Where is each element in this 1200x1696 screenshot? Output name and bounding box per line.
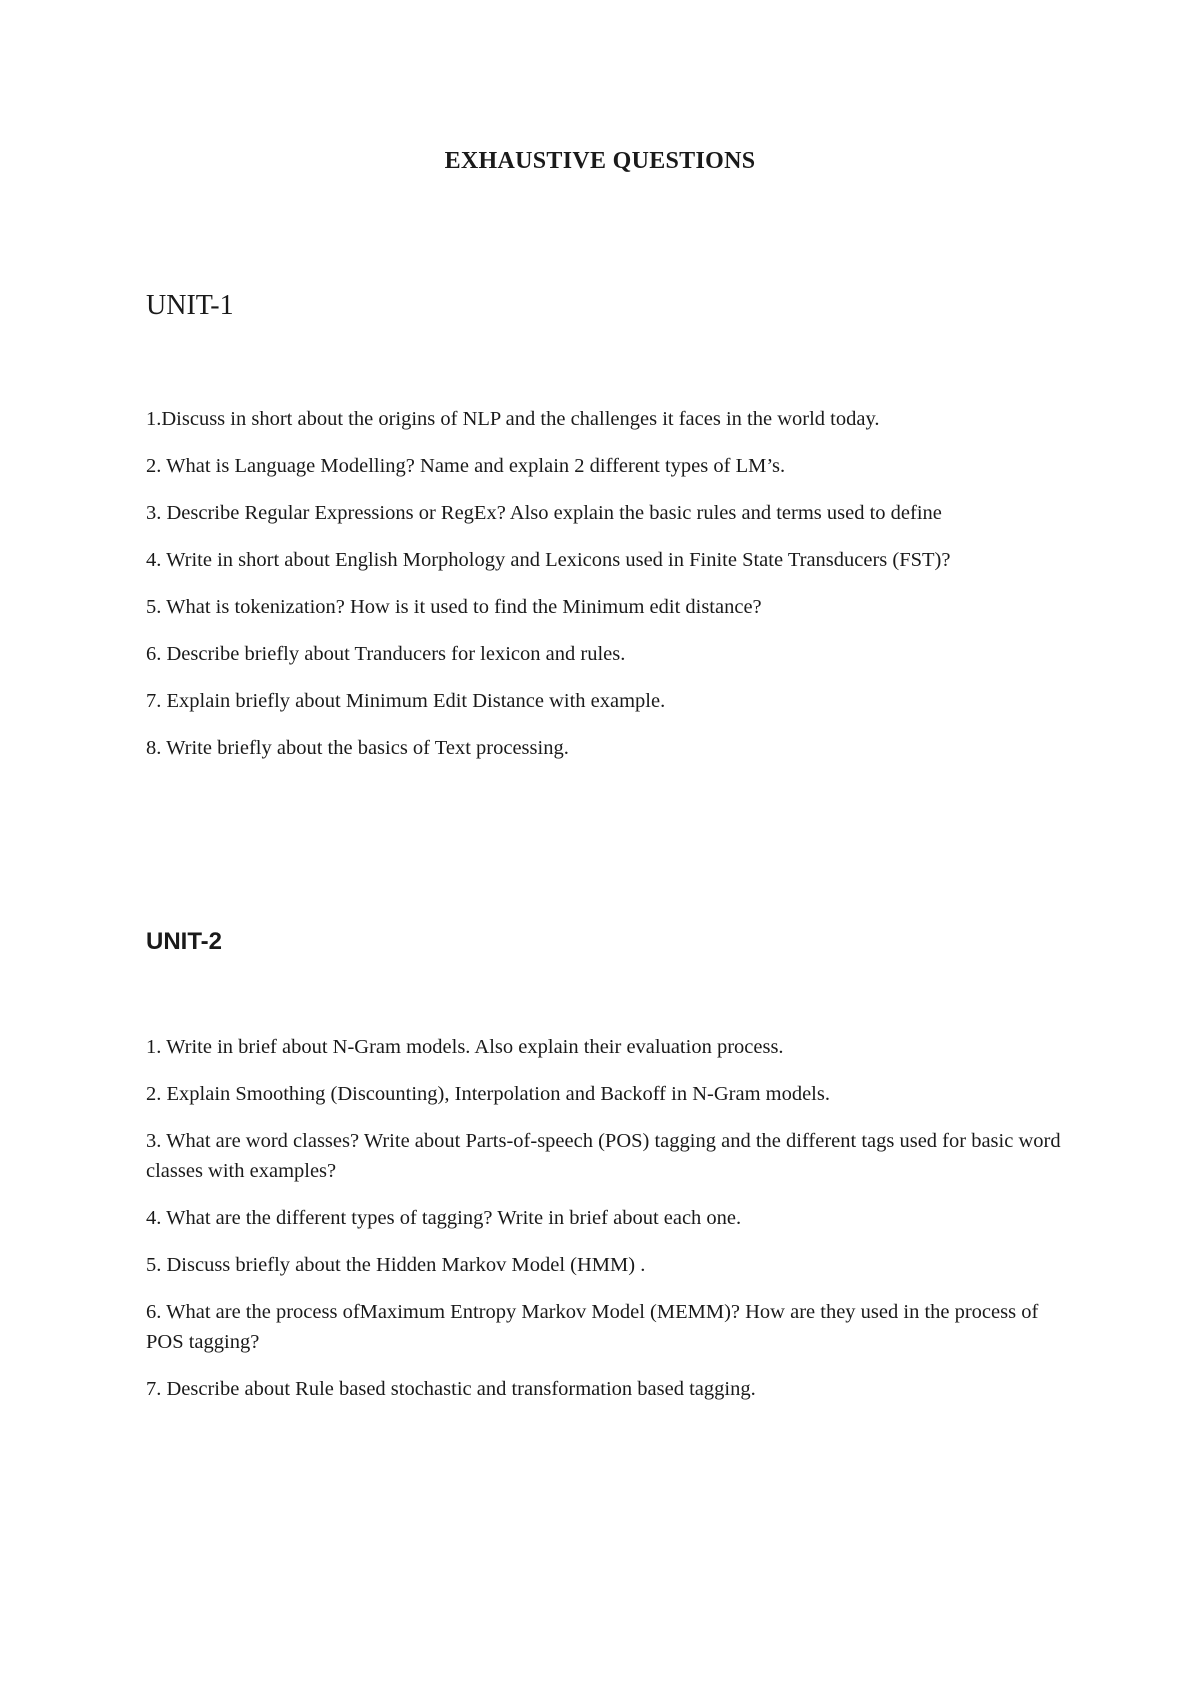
unit-1-question: 5. What is tokenization? How is it used to find the Minimum edit distance?	[146, 596, 762, 618]
unit-2-question-list	[146, 1032, 1066, 1421]
unit-1-question: 6. Describe briefly about Tranducers for lexicon and rules.	[146, 643, 626, 665]
unit-1-heading: UNIT-1	[146, 290, 234, 321]
unit-2-question: 5. Discuss briefly about the Hidden Markov Model (HMM) .	[146, 1254, 646, 1276]
unit-1-question: 2. What is Language Modelling? Name and explain 2 different types of LM’s.	[146, 455, 786, 477]
unit-1-question: 8. Write briefly about the basics of Text processing.	[146, 737, 569, 759]
unit-1-question-list	[146, 404, 1066, 780]
unit-1-question: 7. Explain briefly about Minimum Edit Distance with example.	[146, 690, 666, 712]
document-title: EXHAUSTIVE QUESTIONS	[444, 148, 756, 174]
unit-2-question: 6. What are the process ofMaximum Entropy Markov Model (MEMM)? How are they used in the process of POS tagging?	[146, 1301, 1039, 1353]
unit-1-question: 3. Describe Regular Expressions or RegEx? Also explain the basic rules and terms used to define	[146, 502, 942, 524]
unit-2-question: 7. Describe about Rule based stochastic and transformation based tagging.	[146, 1378, 756, 1400]
unit-2-question: 3. What are word classes? Write about Parts-of-speech (POS) tagging and the different tags used for basic word classes with examples?	[146, 1130, 1061, 1182]
unit-2-heading: UNIT-2	[146, 928, 223, 955]
unit-1-question: 1.Discuss in short about the origins of NLP and the challenges it faces in the world today.	[146, 408, 880, 430]
unit-1-question: 4. Write in short about English Morphology and Lexicons used in Finite State Transducers (FST)?	[146, 549, 951, 571]
unit-2-question: 1. Write in brief about N-Gram models. Also explain their evaluation process.	[146, 1036, 784, 1058]
unit-2-question: 4. What are the different types of tagging? Write in brief about each one.	[146, 1207, 742, 1229]
unit-2-question: 2. Explain Smoothing (Discounting), Interpolation and Backoff in N-Gram models.	[146, 1083, 830, 1105]
